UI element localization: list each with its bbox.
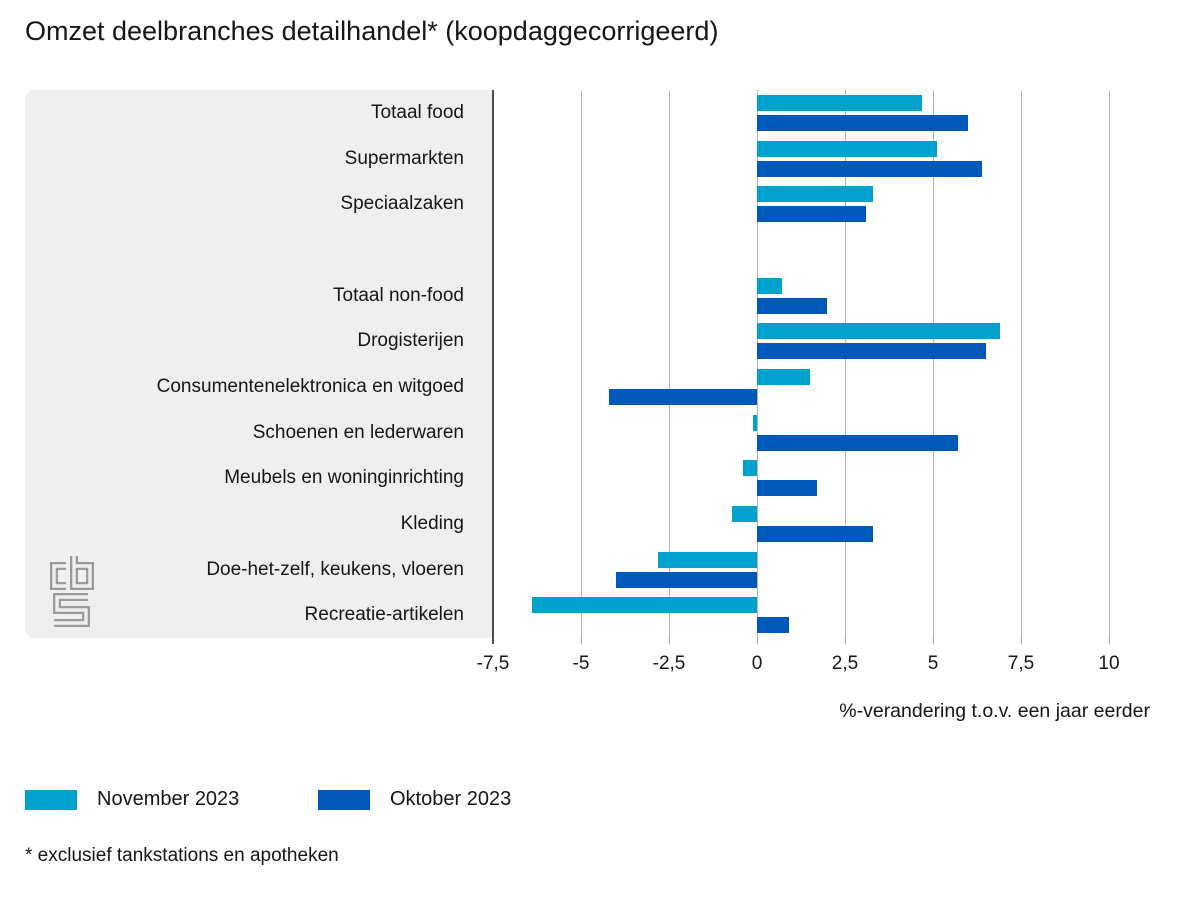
category-label: Totaal food bbox=[371, 102, 464, 123]
bar-november-2023 bbox=[532, 597, 757, 613]
x-tick-label: -7,5 bbox=[476, 653, 510, 674]
chart-title: Omzet deelbranches detailhandel* (koopdaggecorrigeerd) bbox=[25, 16, 719, 46]
bar-oktober-2023 bbox=[757, 480, 817, 496]
bar-oktober-2023 bbox=[757, 115, 968, 131]
axis-tick bbox=[845, 638, 846, 644]
bar-oktober-2023 bbox=[616, 572, 757, 588]
bar-oktober-2023 bbox=[757, 161, 982, 177]
x-tick-label: -5 bbox=[572, 653, 590, 674]
footnote: * exclusief tankstations en apotheken bbox=[25, 845, 339, 866]
gridline bbox=[1109, 90, 1110, 638]
bar-november-2023 bbox=[757, 186, 873, 202]
axis-tick bbox=[757, 638, 758, 644]
category-label: Drogisterijen bbox=[357, 330, 464, 352]
x-axis-title: %-verandering t.o.v. een jaar eerder bbox=[839, 700, 1150, 722]
axis-tick bbox=[1021, 638, 1022, 644]
x-tick-label: 0 bbox=[751, 653, 763, 674]
bar-oktober-2023 bbox=[757, 526, 873, 542]
category-label: Recreatie-artikelen bbox=[304, 604, 464, 626]
bar-november-2023 bbox=[757, 323, 1000, 339]
bar-oktober-2023 bbox=[757, 298, 827, 314]
x-tick-label: 10 bbox=[1098, 653, 1120, 674]
axis-tick bbox=[669, 638, 670, 644]
category-label: Kleding bbox=[400, 513, 464, 534]
x-tick-label: 5 bbox=[927, 653, 939, 674]
bar-november-2023 bbox=[757, 95, 922, 111]
x-tick-label: 2,5 bbox=[831, 653, 859, 674]
legend-label: November 2023 bbox=[97, 788, 240, 810]
category-label: Schoenen en lederwaren bbox=[252, 421, 464, 443]
bar-oktober-2023 bbox=[609, 389, 757, 405]
x-tick-label: -2,5 bbox=[652, 653, 686, 674]
bar-november-2023 bbox=[757, 141, 937, 157]
axis-tick bbox=[581, 638, 582, 644]
bar-oktober-2023 bbox=[757, 435, 958, 451]
y-axis-line bbox=[492, 90, 495, 644]
category-label: Supermarkten bbox=[344, 147, 464, 169]
bar-november-2023 bbox=[757, 278, 782, 294]
bar-oktober-2023 bbox=[757, 617, 789, 633]
bar-oktober-2023 bbox=[757, 206, 866, 222]
axis-tick bbox=[933, 638, 934, 644]
bar-november-2023 bbox=[732, 506, 757, 522]
bar-oktober-2023 bbox=[757, 343, 986, 359]
category-label: Speciaalzaken bbox=[340, 193, 464, 215]
legend-item-oktober-2023[interactable] bbox=[318, 788, 511, 811]
category-label: Consumentenelektronica en witgoed bbox=[156, 376, 464, 397]
legend-label: Oktober 2023 bbox=[390, 788, 512, 810]
category-label: Meubels en woninginrichting bbox=[224, 467, 464, 489]
x-tick-label: 7,5 bbox=[1007, 653, 1035, 674]
gridline bbox=[1021, 90, 1022, 638]
legend-swatch-icon bbox=[25, 790, 77, 810]
bar-november-2023 bbox=[757, 369, 810, 385]
gridline bbox=[581, 90, 582, 638]
legend-item-november-2023[interactable] bbox=[25, 788, 239, 811]
bar-november-2023 bbox=[658, 552, 757, 568]
legend-swatch-icon bbox=[318, 790, 370, 810]
category-label: Doe-het-zelf, keukens, vloeren bbox=[206, 558, 464, 580]
bar-november-2023 bbox=[743, 460, 757, 476]
bar-november-2023 bbox=[753, 415, 757, 431]
axis-tick bbox=[1109, 638, 1110, 644]
category-label: Totaal non-food bbox=[333, 284, 464, 306]
